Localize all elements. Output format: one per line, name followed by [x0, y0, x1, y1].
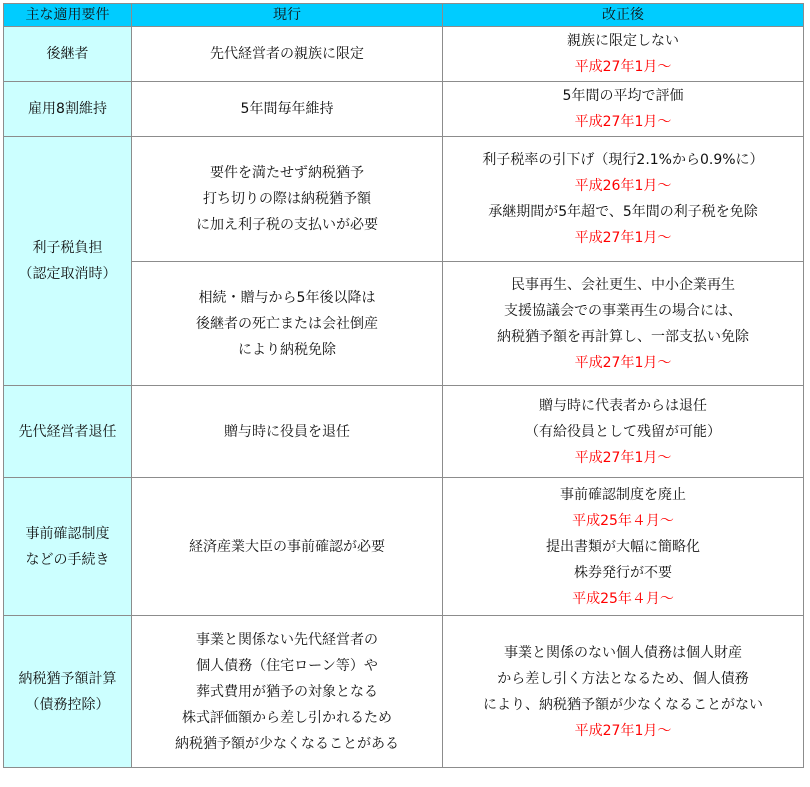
- requirement-cell: [4, 82, 132, 137]
- current-text: 株式評価額から差し引かれるため: [182, 709, 392, 726]
- requirement-text: 後継者: [46, 46, 89, 62]
- current-cell: [132, 262, 443, 386]
- table-row-employment: [4, 82, 804, 137]
- effective-date: 平成25年４月〜: [572, 512, 674, 529]
- effective-date: 平成27年1月〜: [574, 722, 672, 739]
- revised-text: （有給役員として残留が可能）: [525, 423, 721, 440]
- requirement-text: 利子税負担: [32, 240, 103, 256]
- current-cell: [132, 616, 443, 768]
- current-text: 経済産業大臣の事前確認が必要: [189, 538, 385, 555]
- header-revised: 改正後: [443, 4, 804, 27]
- revised-cell: [443, 386, 804, 478]
- effective-date: 平成27年1月〜: [574, 114, 672, 130]
- revised-text: 承継期間が5年超で、5年間の利子税を免除: [488, 204, 758, 220]
- current-text: により納税免除: [238, 341, 336, 358]
- requirement-cell: [4, 478, 132, 616]
- header-current: 現行: [132, 4, 443, 27]
- revised-cell: [443, 82, 804, 137]
- current-text: 5年間毎年維持: [240, 101, 334, 117]
- requirement-cell: [4, 137, 132, 386]
- revised-cell: [443, 27, 804, 82]
- revised-text: 事業と関係のない個人債務は個人財産: [504, 644, 742, 661]
- requirement-text: 納税猶予額計算: [18, 670, 117, 687]
- current-text: 打ち切りの際は納税猶予額: [203, 191, 371, 207]
- current-text: に加え利子税の支払いが必要: [196, 217, 378, 233]
- current-text: 相続・贈与から5年後以降は: [198, 289, 376, 306]
- effective-date: 平成27年1月〜: [574, 449, 672, 466]
- revised-text: 提出書類が大幅に簡略化: [546, 538, 700, 555]
- requirement-text: 雇用8割維持: [28, 101, 107, 117]
- requirement-cell: [4, 616, 132, 768]
- effective-date: 平成27年1月〜: [574, 354, 672, 371]
- current-text: 納税猶予額が少なくなることがある: [175, 735, 399, 752]
- current-cell: [132, 478, 443, 616]
- current-cell: [132, 27, 443, 82]
- current-text: 葬式費用が猶予の対象となる: [196, 683, 378, 700]
- table-row-successor: [4, 27, 804, 82]
- revised-text: から差し引く方法となるため、個人債務: [497, 670, 749, 687]
- current-text: 贈与時に役員を退任: [224, 423, 350, 440]
- requirement-text: 先代経営者退任: [18, 423, 117, 440]
- current-text: 先代経営者の親族に限定: [210, 46, 364, 62]
- current-text: 事業と関係ない先代経営者の: [196, 631, 378, 648]
- revised-text: 事前確認制度を廃止: [560, 486, 686, 503]
- current-cell: [132, 386, 443, 478]
- requirement-text: などの手続き: [25, 551, 110, 568]
- requirement-text: 事前確認制度: [25, 525, 110, 542]
- table-row-interest-tax: [4, 137, 804, 262]
- revised-cell: [443, 262, 804, 386]
- tax-reform-table: [3, 3, 804, 768]
- revised-text: 支援協議会での事業再生の場合には、: [504, 302, 742, 319]
- current-text: 個人債務（住宅ローン等）や: [196, 657, 378, 674]
- requirement-cell: [4, 386, 132, 478]
- revised-text: 親族に限定しない: [567, 33, 679, 49]
- effective-date: 平成26年1月〜: [574, 178, 672, 194]
- revised-text: 利子税率の引下げ（現行2.1%から0.9%に）: [482, 152, 764, 168]
- revised-cell: [443, 478, 804, 616]
- requirement-cell: [4, 27, 132, 82]
- current-cell: [132, 82, 443, 137]
- header-row: [4, 4, 804, 27]
- requirement-text: （認定取消時）: [18, 266, 117, 282]
- revised-cell: [443, 616, 804, 768]
- current-text: 後継者の死亡または会社倒産: [196, 315, 378, 332]
- revised-text: 納税猶予額を再計算し、一部支払い免除: [497, 328, 749, 345]
- current-cell: [132, 137, 443, 262]
- effective-date: 平成27年1月〜: [574, 59, 672, 75]
- table-row-predecessor-retirement: [4, 386, 804, 478]
- revised-text: 贈与時に代表者からは退任: [539, 397, 707, 414]
- revised-text: により、納税猶予額が少なくなることがない: [483, 696, 763, 713]
- effective-date: 平成25年４月〜: [572, 590, 674, 607]
- revised-text: 民事再生、会社更生、中小企業再生: [511, 276, 735, 293]
- revised-text: 株券発行が不要: [574, 564, 672, 581]
- header-requirement: 主な適用要件: [4, 4, 132, 27]
- revised-cell: [443, 137, 804, 262]
- current-text: 要件を満たせず納税猶予: [210, 165, 364, 181]
- table-row-deferred-tax-calculation: [4, 616, 804, 768]
- requirement-text: （債務控除）: [25, 696, 110, 713]
- table-row-prior-confirmation: [4, 478, 804, 616]
- effective-date: 平成27年1月〜: [574, 230, 672, 246]
- revised-text: 5年間の平均で評価: [562, 88, 684, 104]
